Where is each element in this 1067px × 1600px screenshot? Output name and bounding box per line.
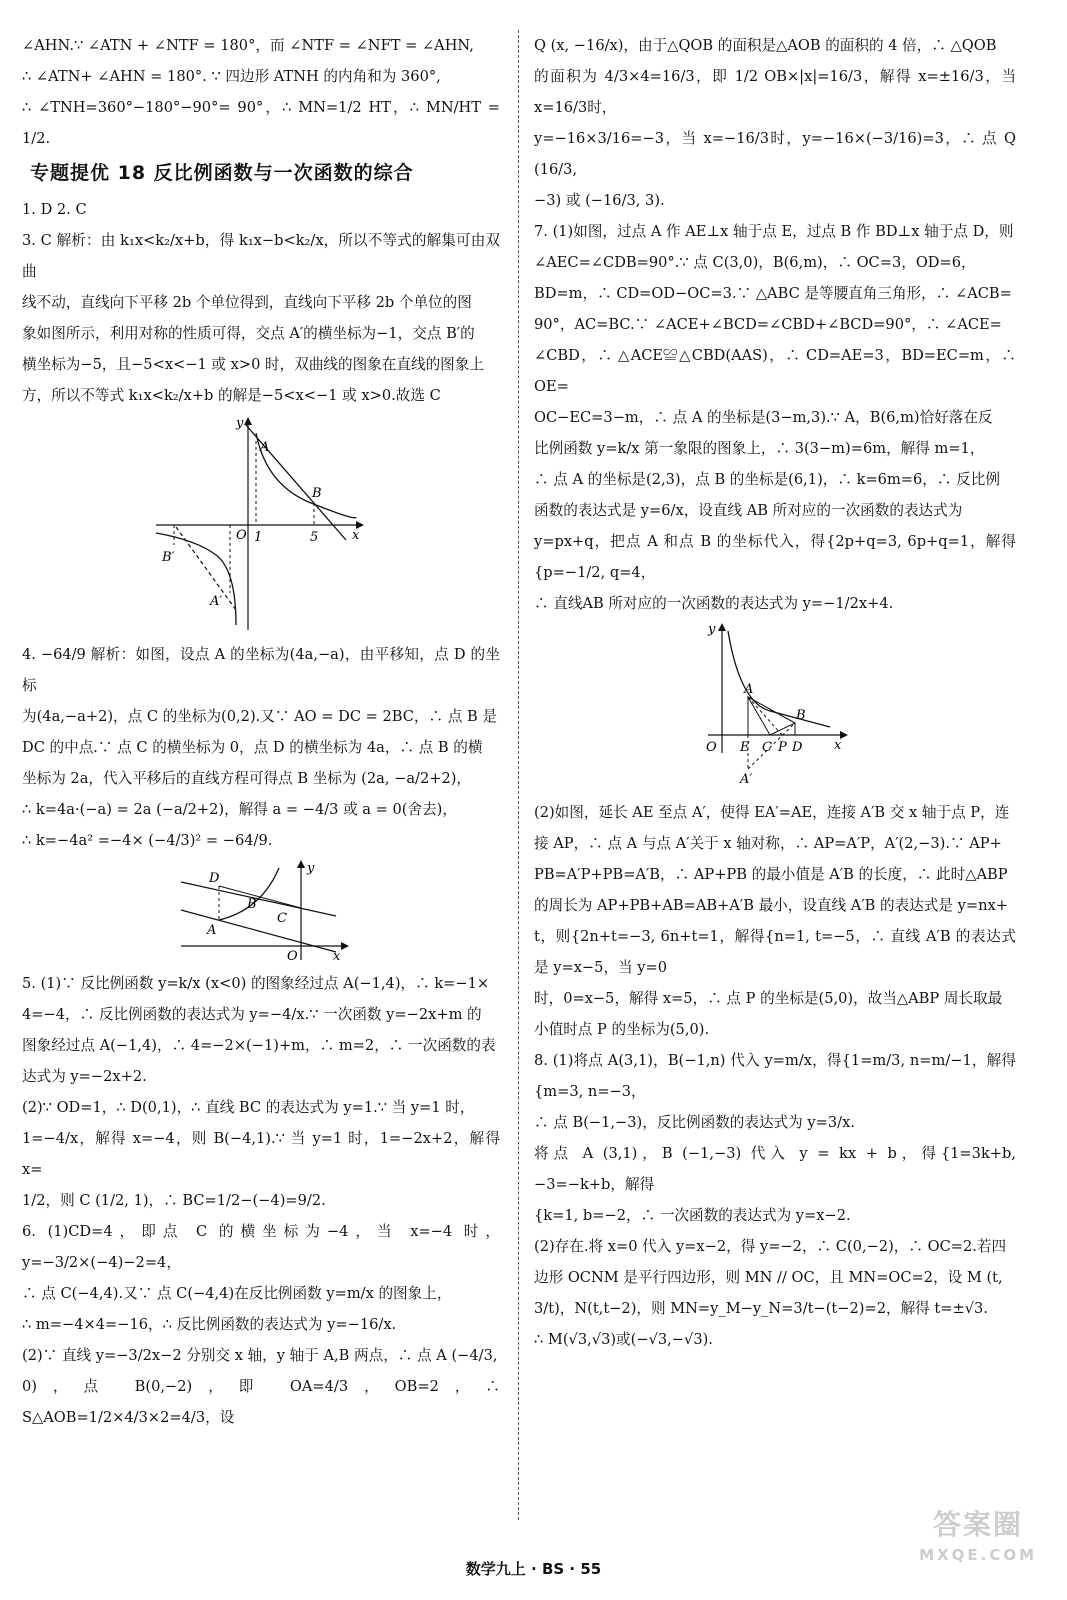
fig2-label: C [277, 911, 287, 926]
text-line: 横坐标为−5，且−5<x<−1 或 x>0 时，双曲线的图象在直线的图象上 [22, 356, 484, 373]
text-line: ∴ 点 B(−1,−3)，反比例函数的表达式为 y=3/x. [534, 1114, 855, 1131]
text-line: DC 的中点.∵ 点 C 的横坐标为 0，点 D 的横坐标为 4a，∴ 点 B 的横 [22, 739, 483, 756]
fig2-label: A [207, 923, 217, 938]
text-line: ∴ ∠ATN+ ∠AHN = 180°. ∵ 四边形 ATNH 的内角和为 360°, [22, 68, 441, 85]
text-line: 1=−4/x，解得 x=−4，则 B(−4,1).∵ 当 y=1 时，1=−2x+2，解得 x= [22, 1130, 500, 1178]
fig2-label: x [333, 949, 341, 964]
fig3-label: A′ [740, 772, 753, 787]
text-line: 象如图所示，利用对称的性质可得，交点 A′的横坐标为−1，交点 B′的 [22, 325, 475, 342]
text-line: 达式为 y=−2x+2. [22, 1068, 147, 1085]
text-line: (2)∵ OD=1，∴ D(0,1)，∴ 直线 BC 的表达式为 y=1.∵ 当 y=1 时， [22, 1099, 475, 1116]
answer-4 [22, 639, 500, 856]
text-line: ∴ 直线AB 所对应的一次函数的表达式为 y=−1/2x+4. [534, 595, 894, 612]
text-line: −3) 或 (−16/3, 3). [534, 192, 665, 209]
fig1-label: B′ [162, 550, 175, 565]
text-line: ∠AHN.∵ ∠ATN + ∠NTF = 180°，而 ∠NTF = ∠NFT = ∠AHN, [22, 37, 474, 54]
text-line: 3/t)，N(t,t−2)，则 MN=y_M−y_N=3/t−(t−2)=2，解得 t=±√3. [534, 1300, 988, 1317]
text-line: 8. (1)将点 A(3,1)，B(−1,n) 代入 y=m/x，得{1=m/3, n=m/−1，解得{m=3, n=−3， [534, 1052, 1016, 1100]
answer-7-part-2 [534, 797, 1016, 1045]
fig1-label: O [236, 528, 247, 543]
figure-q7-graph [700, 623, 850, 793]
segment-ap [748, 697, 782, 735]
answer-7 [534, 216, 1016, 619]
text-line: 3. C 解析：由 k₁x<k₂/x+b，得 k₁x−b<k₂/x，所以不等式的解集可由双曲 [22, 232, 500, 280]
fig3-label: C [762, 740, 772, 755]
fig2-label: D [209, 871, 220, 886]
answer-1-2: 1. D 2. C [22, 201, 87, 218]
column-divider [518, 30, 519, 1520]
fig1-label: 1 [254, 530, 263, 545]
text-line: ∴ k=−4a² =−4× (−4/3)² = −64/9. [22, 832, 273, 849]
text-line: 的周长为 AP+PB+AB=AB+A′B 最小，设直线 A′B 的表达式是 y=nx+ [534, 897, 1008, 914]
text-line: 5. (1)∵ 反比例函数 y=k/x (x<0) 的图象经过点 A(−1,4)，∴ k=−1× [22, 975, 490, 992]
text-line: 比例函数 y=k/x 第一象限的图象上，∴ 3(3−m)=6m，解得 m=1， [534, 440, 985, 457]
answer-6 [22, 1216, 500, 1433]
text-line: ∴ M(√3,√3)或(−√3,−√3). [534, 1331, 713, 1348]
fig3-label: y [708, 623, 716, 637]
text-line: 的面积为 4/3×4=16/3，即 1/2 OB×|x|=16/3，解得 x=±16/3，当 x=16/3时， [534, 68, 1016, 116]
hyperbola-first-quadrant [256, 433, 356, 518]
segment-dc [219, 886, 301, 908]
text-line: 将点 A (3,1)，B (−1,−3) 代入 y = kx + b，得{1=3k+b, −3=−k+b，解得 [534, 1145, 1016, 1193]
text-line: Q (x, −16/x)，由于△QOB 的面积是△AOB 的面积的 4 倍，∴ △QOB [534, 37, 997, 54]
fig3-label: P [778, 740, 787, 755]
text-line: 方，所以不等式 k₁x<k₂/x+b 的解是−5<x<−1 或 x>0.故选 C [22, 387, 441, 404]
text-line: ∴ m=−4×4=−16，∴ 反比例函数的表达式为 y=−16/x. [22, 1316, 397, 1333]
answer-6-continued [534, 30, 1016, 216]
section-heading: 专题提优 18 反比例函数与一次函数的综合 [30, 162, 414, 184]
text-line: OC−EC=3−m，∴ 点 A 的坐标是(3−m,3).∵ A，B(6,m)恰好落在反 [534, 409, 993, 426]
text-line: 0)，点 B(0,−2)，即 OA=4/3，OB=2，∴ S△AOB=1/2×4/3×2=4/3，设 [22, 1378, 500, 1426]
hyperbola [728, 631, 830, 727]
intro-text [22, 30, 500, 154]
answer-8 [534, 1045, 1016, 1355]
fig1-label: A [260, 440, 270, 455]
text-line: 90°，AC=BC.∵ ∠ACE+∠BCD=∠CBD+∠BCD=90°，∴ ∠ACE= [534, 316, 1002, 333]
text-line: 时，0=x−5，解得 x=5，∴ 点 P 的坐标是(5,0)，故当△ABP 周长取最 [534, 990, 1003, 1007]
answer-3 [22, 225, 500, 411]
y-axis-arrow [244, 417, 252, 425]
text-line: 为(4a,−a+2)，点 C 的坐标为(0,2).又∵ AO = DC = 2BC，∴ 点 B 是 [22, 708, 497, 725]
text-line: y=px+q，把点 A 和点 B 的坐标代入，得{2p+q=3, 6p+q=1，解得{p=−1/2, q=4， [534, 533, 1016, 581]
text-line: ∠AEC=∠CDB=90°.∵ 点 C(3,0)，B(6,m)，∴ OC=3，OD=6， [534, 254, 976, 271]
fig1-label: x [352, 528, 360, 543]
fig3-label: A [744, 682, 754, 697]
text-line: (2)∵ 直线 y=−3/2x−2 分别交 x 轴，y 轴于 A,B 两点，∴ 点 A (−4/3, [22, 1347, 498, 1364]
text-line: 坐标为 2a，代入平移后的直线方程可得点 B 坐标为 (2a, −a/2+2)， [22, 770, 472, 787]
fig1-label: 5 [310, 530, 319, 545]
right-column [534, 30, 1016, 1355]
y-axis-arrow [297, 860, 305, 868]
fig3-label: x [834, 738, 842, 753]
text-line: ∴ ∠TNH=360°−180°−90°= 90°，∴ MN=1/2 HT，∴ MN/HT = 1/2. [22, 99, 500, 147]
figure-q3-graph [156, 415, 366, 635]
answer-5 [22, 968, 500, 1216]
text-line: {k=1, b=−2，∴ 一次函数的表达式为 y=x−2. [534, 1207, 851, 1224]
fig2-label: O [287, 949, 298, 964]
text-line: 7. (1)如图，过点 A 作 AE⊥x 轴于点 E，过点 B 作 BD⊥x 轴于点 D，则 [534, 223, 1014, 240]
text-line: 接 AP，∴ 点 A 与点 A′关于 x 轴对称，∴ AP=A′P，A′(2,−3).∵ AP+ [534, 835, 1002, 852]
text-line: 边形 OCNM 是平行四边形，则 MN // OC，且 MN=OC=2，设 M (t, [534, 1269, 1003, 1286]
text-line: 4. −64/9 解析：如图，设点 A 的坐标为(4a,−a)，由平移知，点 D 的坐标 [22, 646, 500, 694]
left-column [22, 30, 500, 1433]
fig3-label: B [796, 708, 806, 723]
text-line: ∴ 点 A 的坐标是(2,3)，点 B 的坐标是(6,1)，∴ k=6m=6，∴ 反比例 [534, 471, 1000, 488]
upper-line [181, 882, 336, 916]
page-footer: 数学九上 · BS · 55 [465, 1560, 602, 1578]
fig3-label: D [792, 740, 803, 755]
text-line: y=−16×3/16=−3，当 x=−16/3时，y=−16×(−3/16)=3，∴ 点 Q (16/3, [534, 130, 1016, 178]
fig1-label: A′ [210, 594, 223, 609]
text-line: ∠CBD，∴ △ACE≌△CBD(AAS)，∴ CD=AE=3，BD=EC=m，∴ OE= [534, 347, 1016, 395]
text-line: 线不动，直线向下平移 2b 个单位得到，直线向下平移 2b 个单位的图 [22, 294, 472, 311]
text-line: BD=m，∴ CD=OD−OC=3.∵ △ABC 是等腰直角三角形，∴ ∠ACB= [534, 285, 1012, 302]
text-line: 1/2，则 C (1/2, 1)，∴ BC=1/2−(−4)=9/2. [22, 1192, 326, 1209]
x-axis-arrow [341, 942, 349, 950]
fig3-label: E [740, 740, 750, 755]
text-line: (2)如图，延长 AE 至点 A′，使得 EA′=AE，连接 A′B 交 x 轴于点 P，连 [534, 804, 1010, 821]
text-line: 4=−4，∴ 反比例函数的表达式为 y=−4/x.∵ 一次函数 y=−2x+m 的 [22, 1006, 482, 1023]
text-line: 小值时点 P 的坐标为(5,0). [534, 1021, 710, 1038]
fig2-label: y [307, 861, 315, 876]
text-line: 6. (1)CD=4，即点 C 的横坐标为−4，当 x=−4 时，y=−3/2×(−4)−2=4， [22, 1223, 500, 1271]
text-line: (2)存在.将 x=0 代入 y=x−2，得 y=−2，∴ C(0,−2)，∴ OC=2.若四 [534, 1238, 1007, 1255]
text-line: ∴ k=4a·(−a) = 2a (−a/2+2)，解得 a = −4/3 或 a = 0(舍去)， [22, 801, 457, 818]
text-line: 函数的表达式是 y=6/x，设直线 AB 所对应的一次函数的表达式为 [534, 502, 963, 519]
text-line: t，则{2n+t=−3, 6n+t=1，解得{n=1, t=−5，∴ 直线 A′B 的表达式是 y=x−5，当 y=0 [534, 928, 1016, 976]
fig1-label: B [312, 486, 322, 501]
text-line: PB=A′P+PB=A′B，∴ AP+PB 的最小值是 A′B 的长度，∴ 此时△ABP [534, 866, 1008, 883]
text-line: 图象经过点 A(−1,4)，∴ 4=−2×(−1)+m，∴ m=2，∴ 一次函数的表 [22, 1037, 496, 1054]
fig3-label: O [706, 740, 717, 755]
watermark-logo: 答案圈 MXQE.COM [919, 1508, 1037, 1564]
y-axis-arrow [718, 623, 726, 631]
fig1-label: y [236, 416, 244, 431]
fig2-label: B [247, 897, 257, 912]
figure-q4-graph [171, 860, 351, 964]
text-line: ∴ 点 C(−4,4).又∵ 点 C(−4,4)在反比例函数 y=m/x 的图象上， [22, 1285, 452, 1302]
hyperbola-third-quadrant [156, 533, 236, 625]
